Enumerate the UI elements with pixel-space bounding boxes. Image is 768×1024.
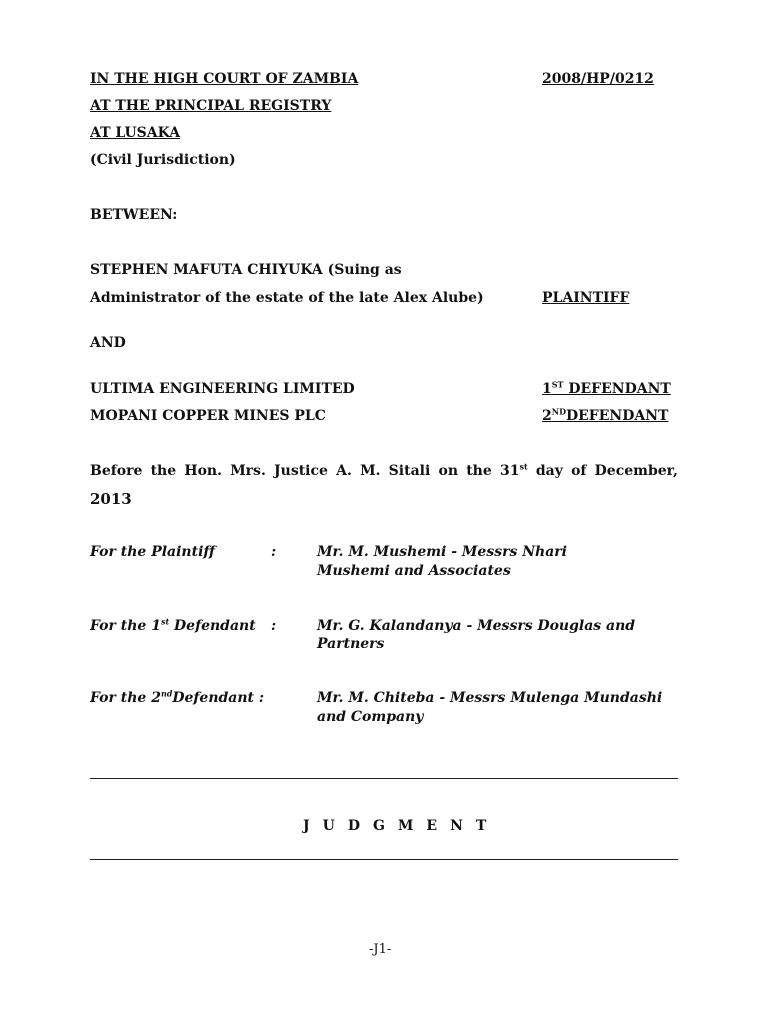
counsel-plaintiff-line2: Mushemi and Associates	[317, 563, 511, 579]
counsel-plaintiff-colon: :	[271, 544, 277, 560]
page-number: -J1-	[369, 942, 392, 957]
before-word: Before	[90, 463, 143, 479]
bottom-divider	[90, 859, 678, 860]
defendant-2-name: MOPANI COPPER MINES PLC	[90, 408, 326, 424]
counsel-defendant2-label: For the 2ndDefendant :	[90, 688, 265, 706]
defendant-2-role: 2NDDEFENDANT	[542, 406, 669, 424]
before-word: of	[571, 463, 587, 479]
before-word: December,	[594, 463, 678, 479]
case-number: 2008/HP/0212	[542, 71, 654, 87]
before-word: Sitali	[388, 463, 431, 479]
before-year: 2013	[90, 490, 132, 508]
counsel-defendant2-line2: and Company	[317, 709, 424, 725]
defendant-1-name: ULTIMA ENGINEERING LIMITED	[90, 381, 355, 397]
plaintiff-name-line1: STEPHEN MAFUTA CHIYUKA (Suing as	[90, 262, 402, 278]
before-ordinal: st	[519, 461, 528, 472]
before-word: day	[535, 463, 563, 479]
court-name: IN THE HIGH COURT OF ZAMBIA	[90, 71, 359, 87]
counsel-plaintiff-label: For the Plaintiff	[90, 544, 215, 560]
counsel-defendant2-line1: Mr. M. Chiteba - Messrs Mulenga Mundashi	[317, 690, 663, 706]
before-word: 31st	[499, 461, 528, 479]
between-label: BETWEEN:	[90, 207, 178, 223]
top-divider	[90, 778, 678, 779]
and-label: AND	[90, 335, 126, 351]
before-word: on	[438, 463, 459, 479]
before-word: Mrs.	[230, 463, 266, 479]
plaintiff-name-line2: Administrator of the estate of the late Alex Alube)	[90, 290, 484, 306]
counsel-defendant1-line1: Mr. G. Kalandanya - Messrs Douglas and	[317, 618, 636, 634]
registry: AT THE PRINCIPAL REGISTRY	[90, 98, 332, 114]
location: AT LUSAKA	[90, 125, 181, 141]
before-word: A.	[336, 463, 352, 479]
counsel-plaintiff-line1: Mr. M. Mushemi - Messrs Nhari	[317, 544, 567, 560]
jurisdiction: (Civil Jurisdiction)	[90, 152, 236, 168]
before-line	[90, 463, 678, 479]
before-word: Justice	[274, 463, 328, 479]
before-word: the	[466, 463, 492, 479]
counsel-defendant1-line2: Partners	[317, 636, 385, 652]
before-word: Hon.	[184, 463, 222, 479]
before-word: the	[150, 463, 177, 479]
plaintiff-role: PLAINTIFF	[542, 290, 630, 306]
counsel-defendant1-label: For the 1st Defendant	[90, 616, 256, 634]
judgment-title: JUDGMENT	[303, 818, 500, 834]
before-word: M.	[360, 463, 381, 479]
counsel-defendant1-colon: :	[271, 618, 277, 634]
defendant-1-role: 1ST DEFENDANT	[542, 379, 671, 397]
